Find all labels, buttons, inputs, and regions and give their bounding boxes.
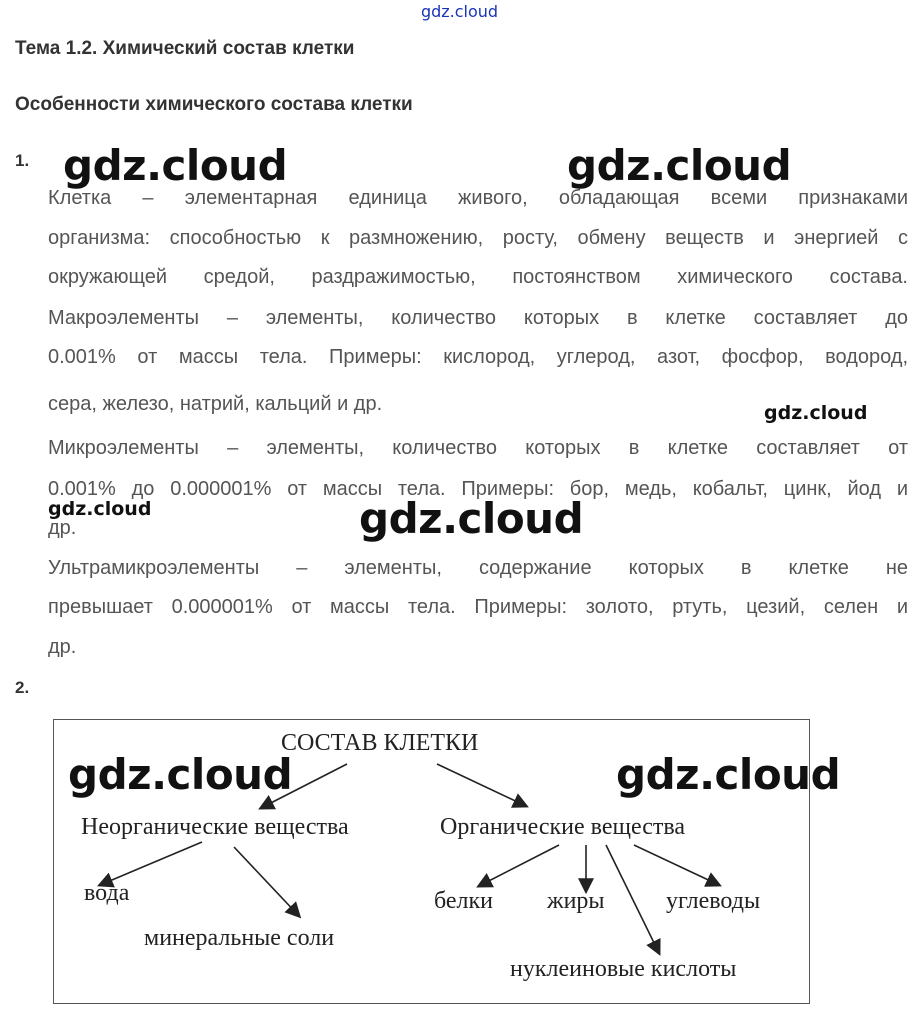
task-1-line-6: сера, железо, натрий, кальций и др. (48, 393, 383, 415)
watermark-3: gdz.cloud (764, 402, 868, 424)
arrow-organic-to-nucleic (606, 845, 659, 953)
diagram-proteins: белки (434, 888, 494, 914)
section-title: Особенности химического состава клетки (15, 94, 413, 115)
watermark-5: gdz.cloud (359, 494, 584, 543)
diagram-inorganic: Неорганические вещества (81, 814, 349, 840)
arrow-organic-to-proteins (479, 845, 559, 886)
task-1-line-5: 0.001% от массы тела. Примеры: кислород, углерод, азот, фосфор, водород, (48, 346, 908, 368)
diagram-nucleic-acids: нуклеиновые кислоты (510, 956, 737, 982)
watermark-6: gdz.cloud (68, 750, 293, 799)
arrow-inorganic-to-water (100, 842, 202, 885)
watermark-7: gdz.cloud (616, 750, 841, 799)
task-1-line-3: окружающей средой, раздражимостью, постоянством химического состава. (48, 266, 908, 288)
task-1-line-11: превышает 0.000001% от массы тела. Примеры: золото, ртуть, цезий, селен и (48, 596, 908, 618)
topic-title: Тема 1.2. Химический состав клетки (15, 38, 355, 59)
task-1-line-7: Микроэлементы – элементы, количество которых в клетке составляет от (48, 437, 908, 459)
diagram-organic: Органические вещества (440, 814, 686, 840)
task-1-line-8: 0.001% до 0.000001% от массы тела. Примеры: бор, медь, кобальт, цинк, йод и (48, 478, 908, 500)
arrow-inorganic-to-salts (234, 847, 299, 916)
diagram-root: СОСТАВ КЛЕТКИ (281, 730, 479, 756)
task-1-line-12: др. (48, 636, 77, 658)
watermark-4: gdz.cloud (48, 498, 152, 520)
arrow-root-to-organic (437, 764, 526, 806)
watermark-2: gdz.cloud (567, 141, 792, 190)
top-watermark: gdz.cloud (420, 2, 499, 21)
diagram-fats: жиры (547, 888, 605, 914)
task-1-line-10: Ультрамикроэлементы – элементы, содержание которых в клетке не (48, 557, 908, 579)
task-2-number: 2. (15, 678, 30, 697)
task-1-number: 1. (15, 151, 30, 170)
task-1-line-2: организма: способностью к размножению, росту, обмену веществ и энергией с (48, 227, 908, 249)
diagram-carbohydrates: углеводы (666, 888, 761, 914)
task-1-line-9: др. (48, 517, 77, 539)
watermark-1: gdz.cloud (63, 141, 288, 190)
diagram-water: вода (84, 880, 130, 906)
task-1-line-4: Макроэлементы – элементы, количество которых в клетке составляет до (48, 307, 908, 329)
arrow-organic-to-carbs (634, 845, 719, 885)
task-1-line-1: Клетка – элементарная единица живого, обладающая всеми признаками (48, 187, 908, 209)
diagram-mineral-salts: минеральные соли (144, 925, 335, 951)
